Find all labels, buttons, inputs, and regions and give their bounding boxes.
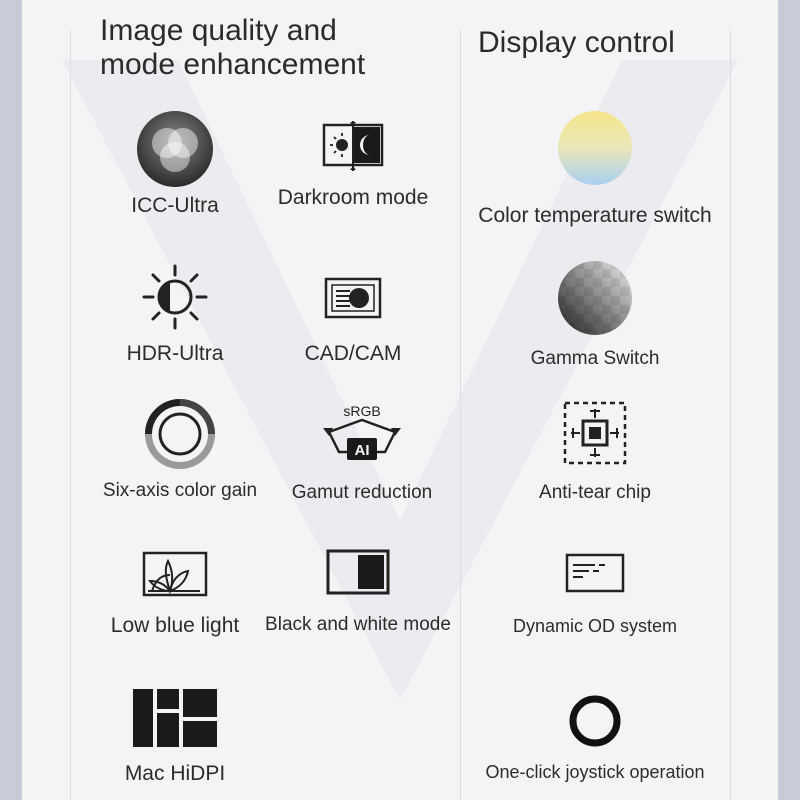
feature-label: CAD/CAM xyxy=(304,342,402,365)
feature-gamut-reduction xyxy=(272,402,452,504)
darkroom-mode-icon xyxy=(322,120,384,172)
right-section-heading: Display control xyxy=(478,26,675,59)
gamut-reduction-icon xyxy=(319,402,405,466)
feature-label: Gamma Switch xyxy=(530,348,660,369)
joystick-icon xyxy=(568,694,622,748)
feature-label: Dynamic OD system xyxy=(512,616,678,636)
dynamic-od-icon xyxy=(565,552,625,594)
feature-six-axis-color-gain xyxy=(92,396,268,502)
feature-label: Darkroom mode xyxy=(277,186,429,209)
feature-cad-cam xyxy=(268,276,438,366)
low-blue-light-icon xyxy=(142,550,208,598)
feature-mac-hidpi xyxy=(105,688,245,786)
cad-cam-icon xyxy=(324,276,382,320)
feature-label: One-click joystick operation xyxy=(485,762,705,782)
feature-darkroom-mode xyxy=(268,120,438,210)
feature-one-click-joystick xyxy=(460,694,730,783)
feature-label: Anti-tear chip xyxy=(539,482,651,503)
ai-badge-text: AI xyxy=(354,442,370,459)
feature-low-blue-light xyxy=(100,550,250,638)
feature-panel xyxy=(22,0,778,800)
feature-label: HDR-Ultra xyxy=(126,342,224,365)
mac-hidpi-icon xyxy=(133,688,217,748)
feature-label: Color temperature switch xyxy=(478,204,712,227)
feature-black-white-mode xyxy=(260,548,456,636)
left-section-heading: Image quality and mode enhancement xyxy=(100,14,366,81)
anti-tear-chip-icon xyxy=(562,400,628,466)
black-white-mode-icon xyxy=(326,548,390,596)
color-temperature-icon xyxy=(557,110,633,186)
feature-label: Low blue light xyxy=(110,614,240,637)
feature-gamma-switch xyxy=(470,260,720,370)
feature-label: ICC-Ultra xyxy=(131,194,219,217)
feature-hdr-ultra xyxy=(105,262,245,366)
gamma-switch-icon xyxy=(557,260,633,336)
feature-label: Black and white mode xyxy=(265,614,451,635)
right-divider xyxy=(730,30,731,800)
hdr-ultra-icon xyxy=(140,262,210,332)
feature-label: Mac HiDPI xyxy=(124,762,226,785)
feature-anti-tear-chip xyxy=(470,400,720,504)
six-axis-color-gain-icon xyxy=(142,396,218,472)
feature-label: Six-axis color gain xyxy=(102,480,258,501)
feature-color-temperature-switch xyxy=(470,110,720,228)
icc-ultra-icon xyxy=(135,108,215,190)
feature-dynamic-od-system xyxy=(470,552,720,637)
feature-label: Gamut reduction xyxy=(291,482,433,503)
feature-icc-ultra xyxy=(105,108,245,218)
left-divider xyxy=(70,30,71,800)
center-divider xyxy=(460,30,461,800)
srgb-text: sRGB xyxy=(343,403,381,419)
